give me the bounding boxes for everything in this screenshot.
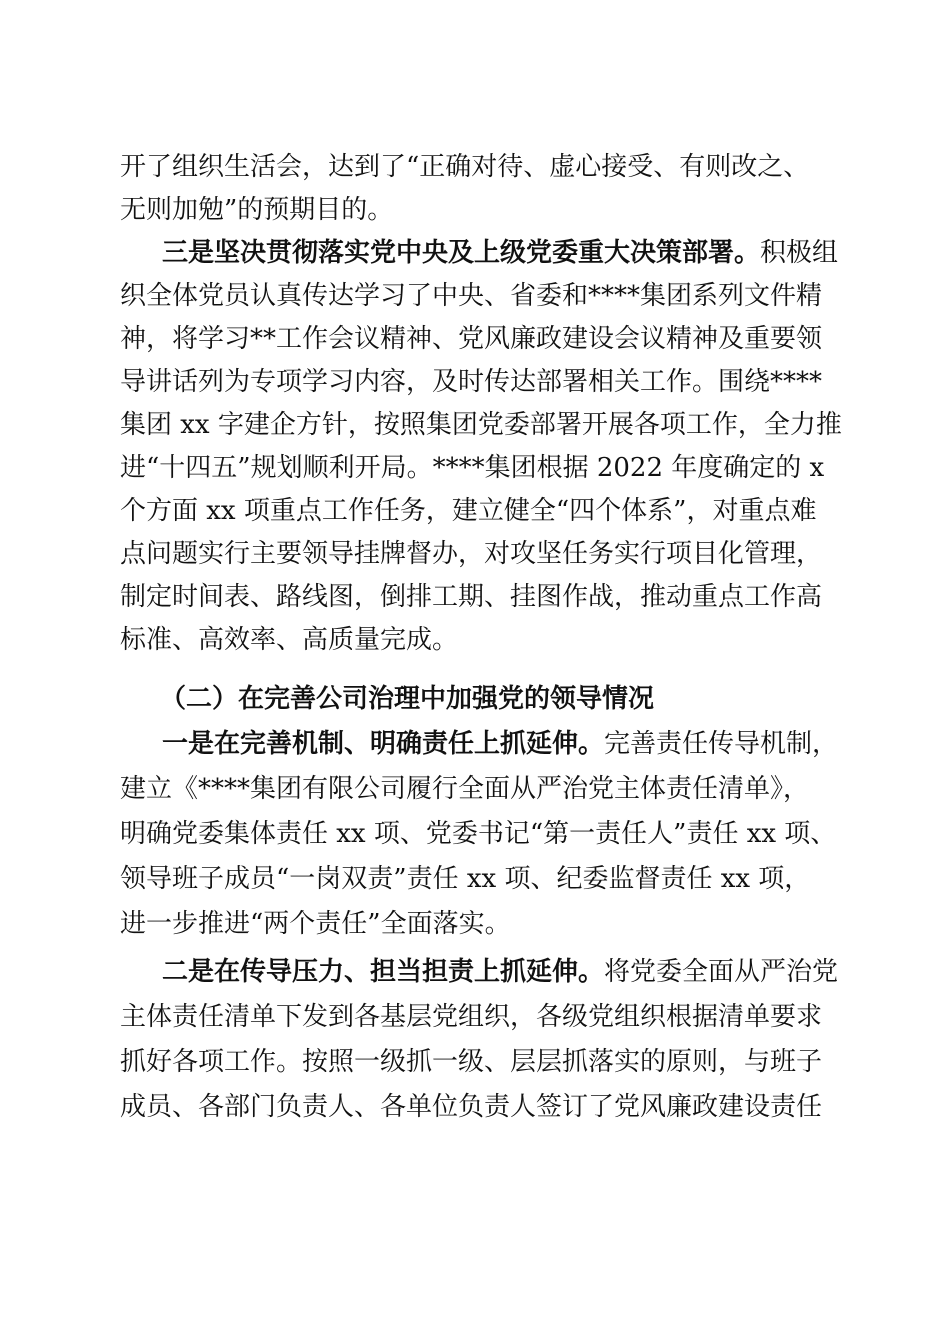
paragraph-line: 主体责任清单下发到各基层党组织，各级党组织根据清单要求 <box>120 1002 823 1032</box>
paragraph-line: 集团 xx 字建企方针，按照集团党委部署开展各项工作，全力推 <box>120 410 842 440</box>
paragraph-line: 标准、高效率、高质量完成。 <box>120 625 459 655</box>
paragraph-first-line <box>162 236 838 270</box>
paragraph-text: 将党委全面从严治党 <box>604 957 839 987</box>
paragraph-line: 抓好各项工作。按照一级抓一级、层层抓落实的原则，与班子 <box>120 1047 823 1077</box>
paragraph-line: 开了组织生活会，达到了“正确对待、虚心接受、有则改之、 <box>120 152 810 182</box>
section-heading: （二）在完善公司治理中加强党的领导情况 <box>160 684 655 714</box>
paragraph-line: 成员、各部门负责人、各单位负责人签订了党风廉政建设责任 <box>120 1092 823 1122</box>
paragraph-lead: 三是坚决贯彻落实党中央及上级党委重大决策部署。 <box>162 238 761 268</box>
paragraph-lead: 二是在传导压力、担当担责上抓延伸。 <box>162 957 605 987</box>
paragraph-first-line <box>162 955 838 989</box>
paragraph-text: 积极组 <box>760 238 839 268</box>
paragraph-line: 进一步推进“两个责任”全面落实。 <box>120 909 511 939</box>
paragraph-line: 制定时间表、路线图，倒排工期、挂图作战，推动重点工作高 <box>120 582 823 612</box>
paragraph-text: 完善责任传导机制， <box>604 729 839 759</box>
paragraph-line: 领导班子成员“一岗双责”责任 xx 项、纪委监督责任 xx 项， <box>120 864 811 894</box>
paragraph-line: 明确党委集体责任 xx 项、党委书记“第一责任人”责任 xx 项、 <box>120 819 837 849</box>
paragraph-line: 建立《****集团有限公司履行全面从严治党主体责任清单》， <box>120 774 810 804</box>
paragraph-first-line <box>162 727 838 761</box>
paragraph-line: 进“十四五”规划顺利开局。****集团根据 2022 年度确定的 x <box>120 453 825 483</box>
paragraph-lead: 一是在完善机制、明确责任上抓延伸。 <box>162 729 605 759</box>
paragraph-line: 神，将学习**工作会议精神、党风廉政建设会议精神及重要领 <box>120 324 823 354</box>
paragraph-line: 点问题实行主要领导挂牌督办，对攻坚任务实行项目化管理， <box>120 539 823 569</box>
paragraph-line: 织全体党员认真传达学习了中央、省委和****集团系列文件精 <box>120 281 823 311</box>
paragraph-line: 导讲话列为专项学习内容，及时传达部署相关工作。围绕**** <box>120 367 823 397</box>
paragraph-line: 个方面 xx 项重点工作任务，建立健全“四个体系”，对重点难 <box>120 496 817 526</box>
paragraph-line: 无则加勉”的预期目的。 <box>120 195 394 225</box>
